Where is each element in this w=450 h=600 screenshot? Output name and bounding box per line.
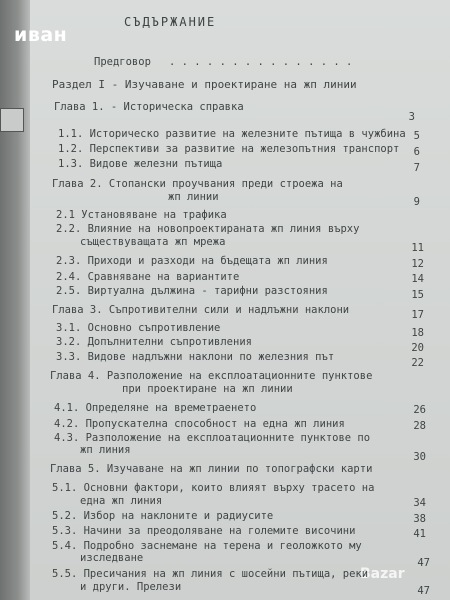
toc-entry-2-1: 2.1 Установяване на трафика xyxy=(56,209,227,221)
page-number: 7 xyxy=(413,162,420,174)
page-number: 41 xyxy=(413,528,426,540)
toc-chapter-4-cont: при проектиране на жп линии xyxy=(122,383,293,395)
page-number: 5 xyxy=(413,130,420,142)
side-tab-mark xyxy=(0,108,24,132)
toc-entry-5-4-cont: изследване xyxy=(80,552,144,564)
toc-entry-5-3: 5.3. Начини за преодоляване на големите височини xyxy=(52,525,356,537)
page-number: 3 xyxy=(408,111,415,123)
page-number: 17 xyxy=(411,309,424,321)
toc-entry-2-2-cont: съществуващата жп мрежа xyxy=(80,236,226,248)
toc-entry-4-1: 4.1. Определяне на времетраенето xyxy=(54,402,257,414)
toc-section-1: Раздел I - Изучаване и проектиране на жп линии xyxy=(52,78,357,91)
page-number: 30 xyxy=(413,451,426,463)
watermark-bottom-right: Bazar xyxy=(360,566,405,582)
toc-entry-1-3: 1.3. Видове железни пътища xyxy=(58,158,223,170)
left-shadow-strip xyxy=(0,0,30,600)
page-number: 11 xyxy=(411,242,424,254)
toc-entry-5-5-cont: и други. Прелези xyxy=(80,581,182,593)
toc-entry-preface: Предговор xyxy=(94,56,151,68)
toc-entry-3-1: 3.1. Основно съпротивление xyxy=(56,322,221,334)
page-number: 38 xyxy=(413,513,426,525)
toc-entry-3-3: 3.3. Видове надлъжни наклони по железния път xyxy=(56,351,335,363)
toc-chapter-2: Глава 2. Стопански проучвания преди строежа на xyxy=(52,178,343,190)
page-number: 9 xyxy=(413,196,420,208)
toc-entry-1-2: 1.2. Перспективи за развитие на железопътния транспорт xyxy=(58,143,400,155)
page-number: 18 xyxy=(411,327,424,339)
page-number: 15 xyxy=(411,289,424,301)
toc-entry-2-2: 2.2. Влияние на новопроектираната жп линия върху xyxy=(56,223,360,235)
toc-entry-2-4: 2.4. Сравняване на вариантите xyxy=(56,271,240,283)
toc-chapter-1: Глава 1. - Историческа справка xyxy=(54,101,244,113)
page-number: 14 xyxy=(411,273,424,285)
page-number: 6 xyxy=(413,146,420,158)
leader-dots: . . . . . . . . . . . . . . . xyxy=(169,56,353,68)
page-title: СЪДЪРЖАНИЕ xyxy=(124,15,217,29)
toc-entry-5-1-cont: една жп линия xyxy=(80,495,163,507)
toc-entry-5-4: 5.4. Подробно заснемане на терена и геоложкото му xyxy=(52,540,362,552)
toc-entry-5-2: 5.2. Избор на наклоните и радиусите xyxy=(52,510,274,522)
toc-chapter-4: Глава 4. Разположение на експлоатационните пунктове xyxy=(50,370,373,382)
toc-entry-4-3: 4.3. Разположение на експлоатационните пунктове по xyxy=(54,432,371,444)
toc-chapter-5: Глава 5. Изучаване на жп линии по топографски карти xyxy=(50,463,373,475)
page-number: 28 xyxy=(413,420,426,432)
toc-entry-3-2: 3.2. Допълнителни съпротивления xyxy=(56,336,252,348)
toc-entry-5-1: 5.1. Основни фактори, които влияят върху трасето на xyxy=(52,482,375,494)
page-number: 12 xyxy=(411,258,424,270)
toc-chapter-2-cont: жп линии xyxy=(168,191,219,203)
toc-entry-4-3-cont: жп линия xyxy=(80,444,131,456)
toc-entry-5-5: 5.5. Пресичания на жп линия с шосейни пътища, реки xyxy=(52,568,369,580)
page-number: 47 xyxy=(417,557,430,569)
page-number: 20 xyxy=(411,342,424,354)
page-number: 47 xyxy=(417,585,430,597)
toc-entry-2-3: 2.3. Приходи и разходи на бъдещата жп линия xyxy=(56,255,328,267)
toc-entry-2-5: 2.5. Виртуална дължина - тарифни разстояния xyxy=(56,285,328,297)
page-number: 34 xyxy=(413,497,426,509)
page-number: 22 xyxy=(411,357,424,369)
toc-entry-4-2: 4.2. Пропускателна способност на една жп линия xyxy=(54,418,345,430)
watermark-top-left: иван xyxy=(14,24,68,46)
toc-entry-1-1: 1.1. Историческо развитие на железните пътища в чужбина xyxy=(58,128,406,140)
page-number: 26 xyxy=(413,404,426,416)
toc-chapter-3: Глава 3. Съпротивителни сили и надлъжни наклони xyxy=(52,304,350,316)
